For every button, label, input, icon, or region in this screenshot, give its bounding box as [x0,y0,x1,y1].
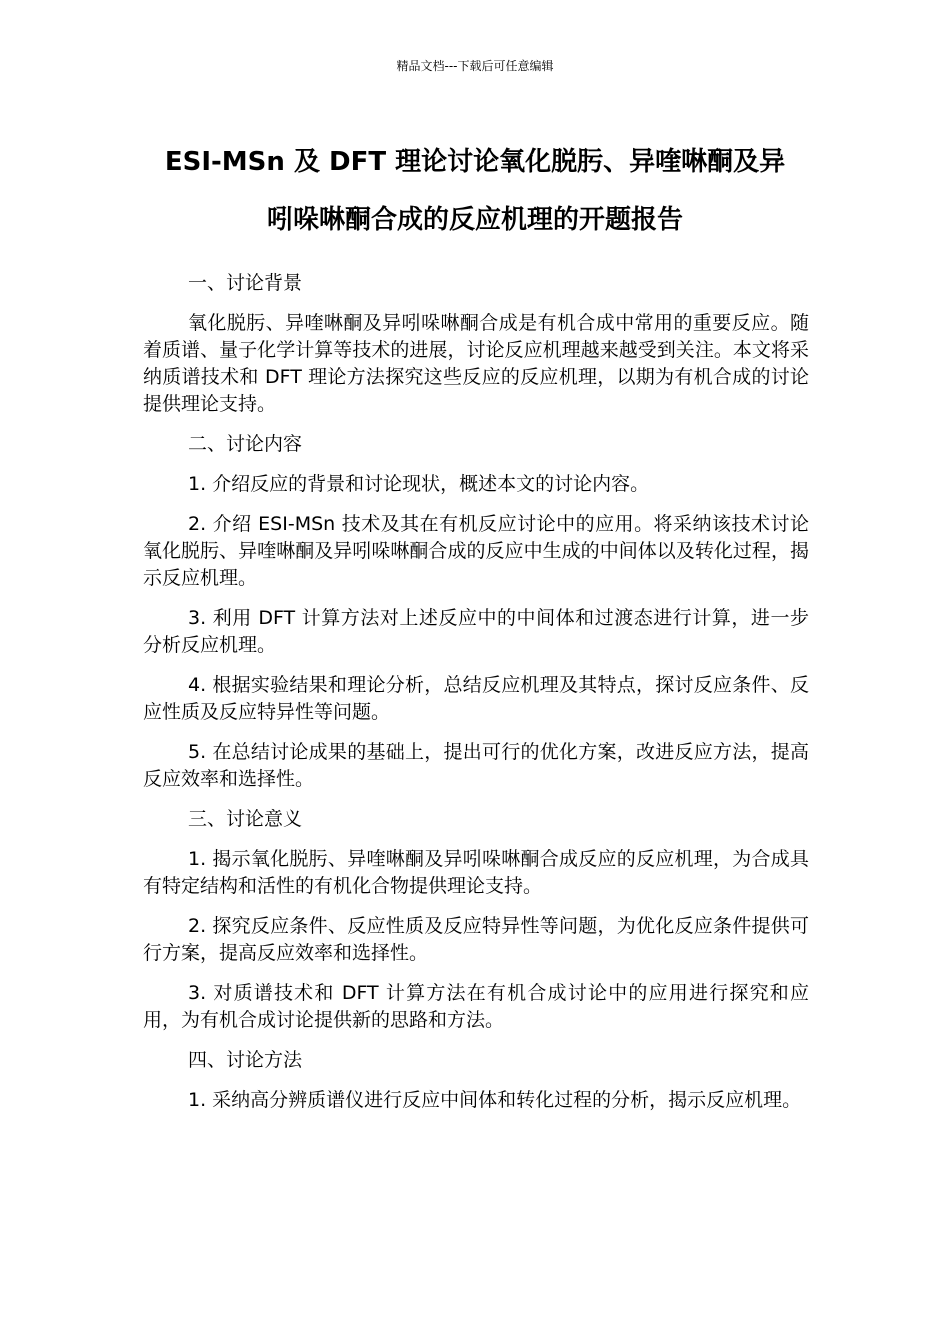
significance-item-3: 3. 对质谱技术和 DFT 计算方法在有机合成讨论中的应用进行探究和应用，为有机合成讨论提供新的思路和方法。 [143,982,809,1031]
document-title [130,133,820,249]
content-item-5: 5. 在总结讨论成果的基础上，提出可行的优化方案，改进反应方法，提高反应效率和选择性。 [143,741,809,790]
section-heading-content: 二、讨论内容 [188,433,303,455]
content-item-1: 1. 介绍反应的背景和讨论现状，概述本文的讨论内容。 [188,473,650,495]
section-heading-background: 一、讨论背景 [188,272,303,294]
title-line-2: 吲哚啉酮合成的反应机理的开题报告 [266,205,683,235]
content-item-2: 2. 介绍 ESI-MSn 技术及其在有机反应讨论中的应用。将采纳该技术讨论氧化脱肟、异喹啉酮及异吲哚啉酮合成的反应中生成的中间体以及转化过程，揭示反应机理。 [143,513,809,589]
document-body [143,270,809,1127]
background-paragraph: 氧化脱肟、异喹啉酮及异吲哚啉酮合成是有机合成中常用的重要反应。随着质谱、量子化学计算等技术的进展，讨论反应机理越来越受到关注。本文将采纳质谱技术和 DFT 理论方法探究这些反应的反应机理，以期为有机合成的讨论提供理论支持。 [143,312,809,415]
content-item-4: 4. 根据实验结果和理论分析，总结反应机理及其特点，探讨反应条件、反应性质及反应特异性等问题。 [143,674,809,723]
significance-item-1: 1. 揭示氧化脱肟、异喹啉酮及异吲哚啉酮合成反应的反应机理，为合成具有特定结构和活性的有机化合物提供理论支持。 [143,848,809,897]
title-line-1: ESI-MSn 及 DFT 理论讨论氧化脱肟、异喹啉酮及异 [164,147,786,177]
content-item-3: 3. 利用 DFT 计算方法对上述反应中的中间体和过渡态进行计算，进一步分析反应机理。 [143,607,809,656]
section-heading-methods: 四、讨论方法 [188,1049,303,1071]
significance-item-2: 2. 探究反应条件、反应性质及反应特异性等问题，为优化反应条件提供可行方案，提高反应效率和选择性。 [143,915,809,964]
section-heading-significance: 三、讨论意义 [188,808,303,830]
page-header: 精品文档---下载后可任意编辑 [396,59,554,73]
methods-item-1: 1. 采纳高分辨质谱仪进行反应中间体和转化过程的分析，揭示反应机理。 [188,1089,802,1111]
